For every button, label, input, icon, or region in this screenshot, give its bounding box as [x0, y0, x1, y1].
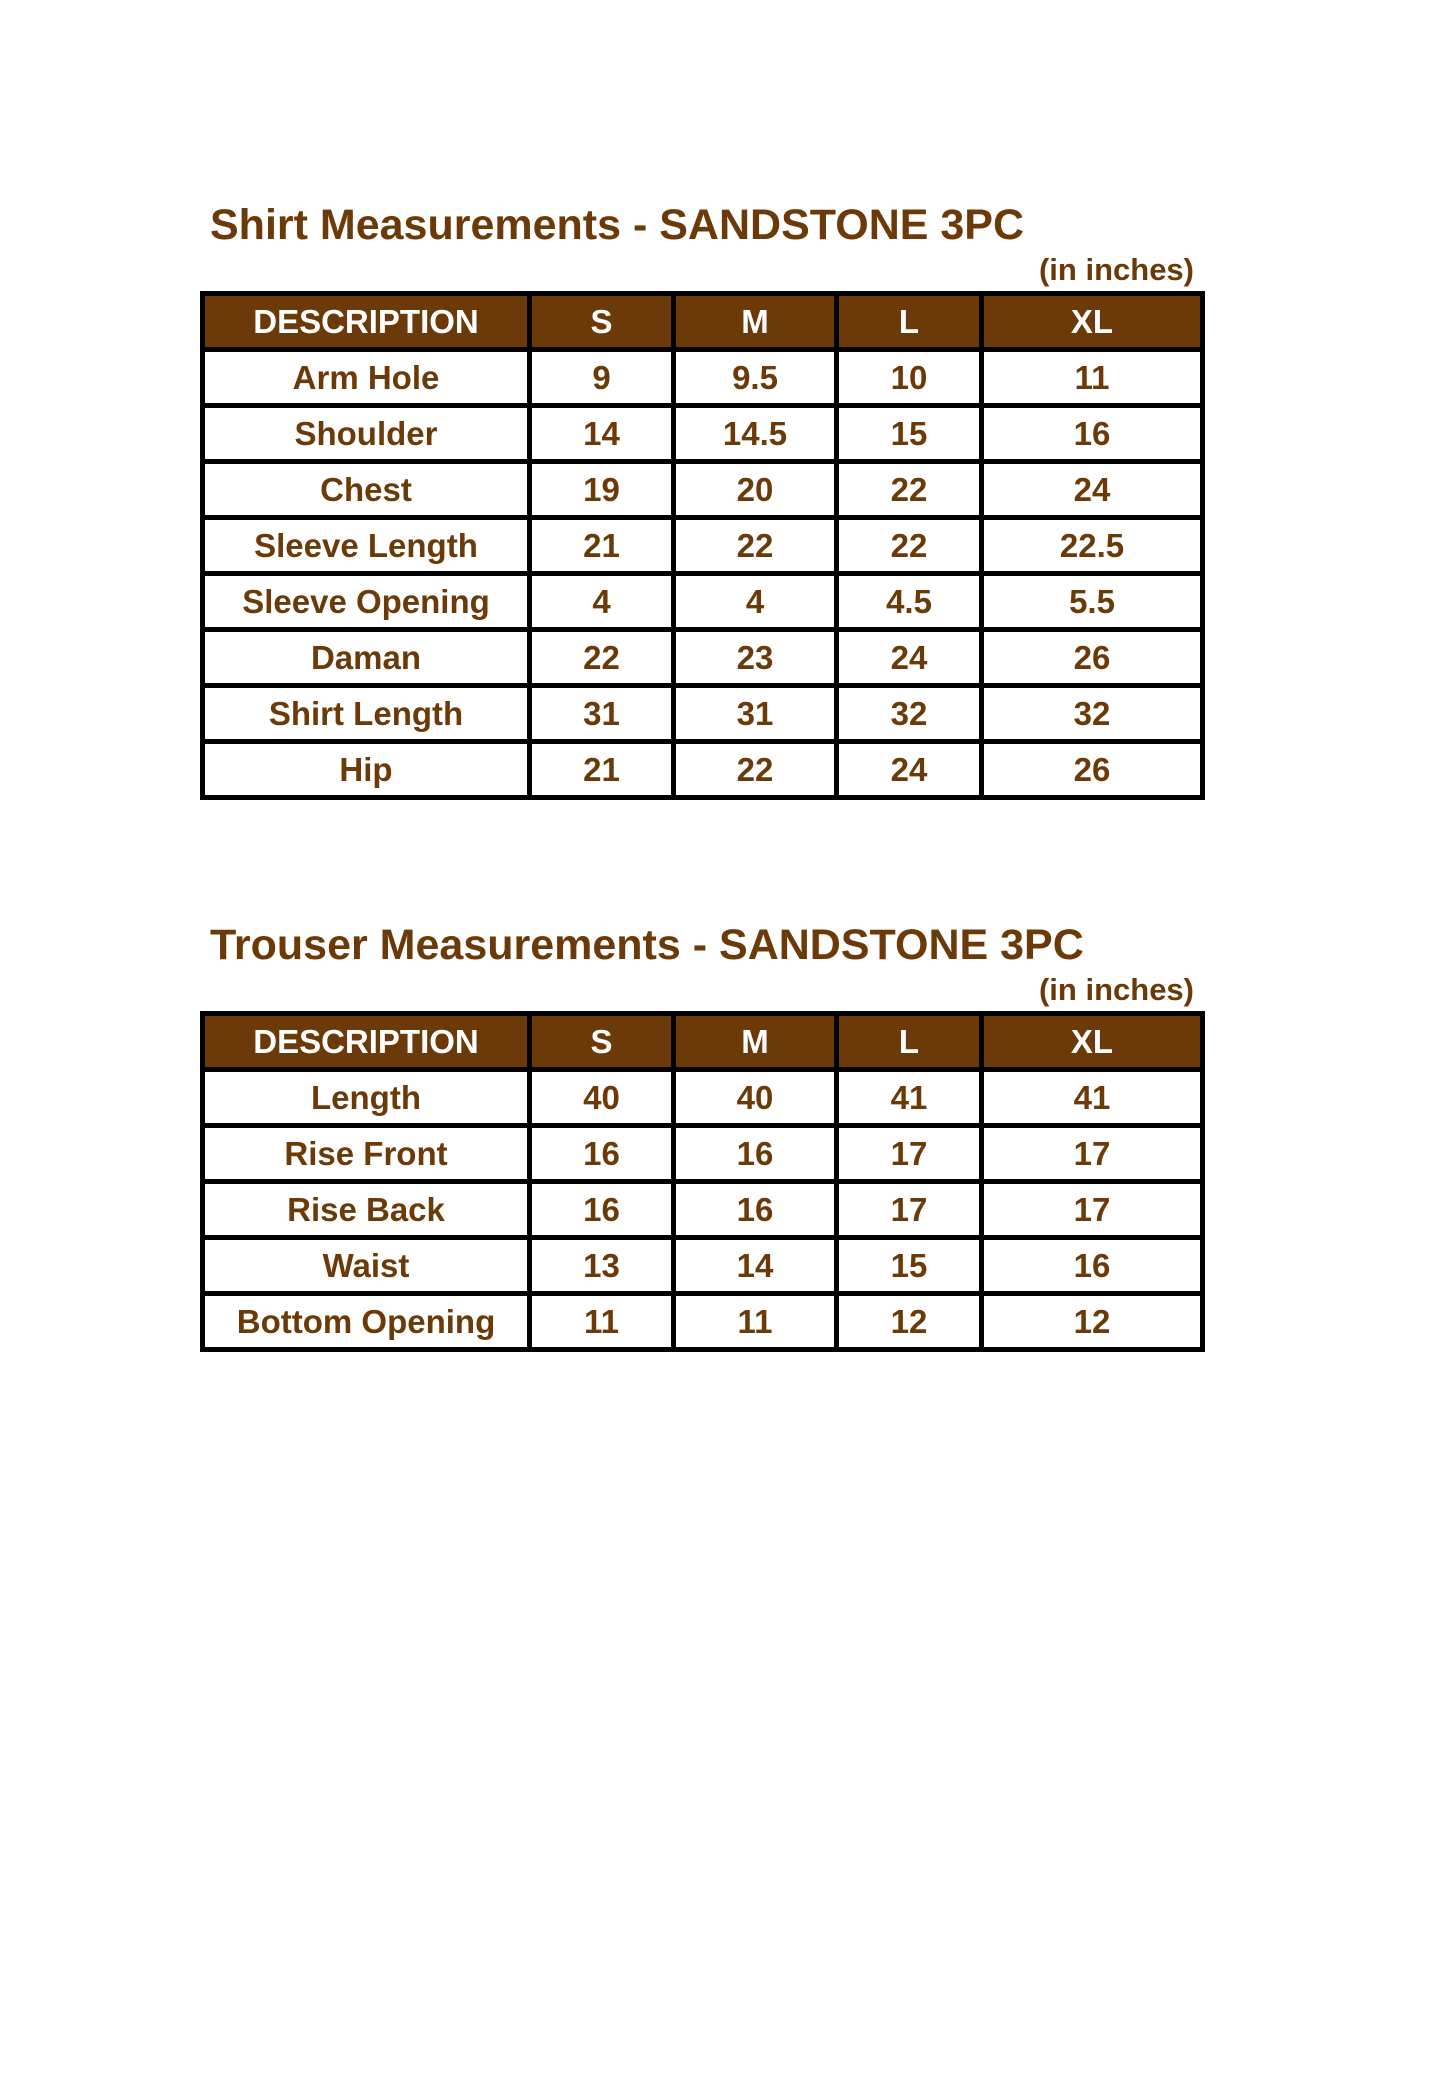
shirt-section — [200, 200, 1200, 850]
table-row — [203, 350, 1203, 406]
header-size-m: M — [674, 1014, 837, 1070]
cell-value: 21 — [530, 742, 674, 798]
header-size-s: S — [530, 1014, 674, 1070]
header-size-l: L — [837, 1014, 982, 1070]
cell-value: 31 — [530, 686, 674, 742]
cell-value: 12 — [837, 1294, 982, 1350]
header-size-m: M — [674, 294, 837, 350]
cell-value: 22.5 — [982, 518, 1203, 574]
cell-value: 16 — [674, 1182, 837, 1238]
cell-value: 4 — [530, 574, 674, 630]
shirt-title: Shirt Measurements - SANDSTONE 3PC — [210, 201, 1025, 249]
cell-value: 16 — [982, 406, 1203, 462]
cell-value: 22 — [674, 518, 837, 574]
table-row — [203, 742, 1203, 798]
table-header-row — [203, 1014, 1203, 1070]
cell-value: 5.5 — [982, 574, 1203, 630]
table-row — [203, 1238, 1203, 1294]
cell-value: 41 — [837, 1070, 982, 1126]
cell-value: 10 — [837, 350, 982, 406]
table-header-row — [203, 294, 1203, 350]
row-label: Length — [203, 1070, 530, 1126]
header-size-l: L — [837, 294, 982, 350]
shirt-unit-note: (in inches) — [1038, 252, 1194, 287]
cell-value: 23 — [674, 630, 837, 686]
row-label: Arm Hole — [203, 350, 530, 406]
table-row — [203, 1182, 1203, 1238]
table-row — [203, 686, 1203, 742]
table-row — [203, 574, 1203, 630]
table-row — [203, 462, 1203, 518]
table-row — [203, 518, 1203, 574]
header-size-s: S — [530, 294, 674, 350]
cell-value: 17 — [982, 1126, 1203, 1182]
cell-value: 15 — [837, 406, 982, 462]
row-label: Chest — [203, 462, 530, 518]
cell-value: 19 — [530, 462, 674, 518]
cell-value: 24 — [837, 630, 982, 686]
cell-value: 16 — [530, 1182, 674, 1238]
cell-value: 4 — [674, 574, 837, 630]
cell-value: 26 — [982, 630, 1203, 686]
row-label: Daman — [203, 630, 530, 686]
cell-value: 24 — [982, 462, 1203, 518]
cell-value: 12 — [982, 1294, 1203, 1350]
row-label: Sleeve Opening — [203, 574, 530, 630]
cell-value: 16 — [674, 1126, 837, 1182]
cell-value: 22 — [530, 630, 674, 686]
cell-value: 14.5 — [674, 406, 837, 462]
trouser-title: Trouser Measurements - SANDSTONE 3PC — [210, 921, 1084, 969]
cell-value: 40 — [530, 1070, 674, 1126]
cell-value: 11 — [982, 350, 1203, 406]
cell-value: 13 — [530, 1238, 674, 1294]
row-label: Sleeve Length — [203, 518, 530, 574]
table-row — [203, 1070, 1203, 1126]
cell-value: 32 — [837, 686, 982, 742]
table-row — [203, 406, 1203, 462]
header-description: DESCRIPTION — [203, 1014, 530, 1070]
cell-value: 26 — [982, 742, 1203, 798]
cell-value: 15 — [837, 1238, 982, 1294]
row-label: Shirt Length — [203, 686, 530, 742]
cell-value: 14 — [674, 1238, 837, 1294]
cell-value: 16 — [530, 1126, 674, 1182]
cell-value: 32 — [982, 686, 1203, 742]
cell-value: 22 — [837, 462, 982, 518]
trouser-section — [200, 920, 1200, 1380]
cell-value: 22 — [674, 742, 837, 798]
cell-value: 9.5 — [674, 350, 837, 406]
cell-value: 40 — [674, 1070, 837, 1126]
cell-value: 17 — [837, 1182, 982, 1238]
row-label: Shoulder — [203, 406, 530, 462]
header-size-xl: XL — [982, 1014, 1203, 1070]
shirt-size-table — [200, 291, 1205, 800]
cell-value: 17 — [982, 1182, 1203, 1238]
header-size-xl: XL — [982, 294, 1203, 350]
cell-value: 31 — [674, 686, 837, 742]
cell-value: 41 — [982, 1070, 1203, 1126]
table-row — [203, 630, 1203, 686]
row-label: Hip — [203, 742, 530, 798]
trouser-size-table — [200, 1011, 1205, 1352]
table-row — [203, 1294, 1203, 1350]
cell-value: 17 — [837, 1126, 982, 1182]
cell-value: 16 — [982, 1238, 1203, 1294]
row-label: Bottom Opening — [203, 1294, 530, 1350]
cell-value: 24 — [837, 742, 982, 798]
cell-value: 22 — [837, 518, 982, 574]
row-label: Rise Front — [203, 1126, 530, 1182]
cell-value: 4.5 — [837, 574, 982, 630]
cell-value: 21 — [530, 518, 674, 574]
cell-value: 11 — [674, 1294, 837, 1350]
cell-value: 9 — [530, 350, 674, 406]
cell-value: 20 — [674, 462, 837, 518]
row-label: Waist — [203, 1238, 530, 1294]
row-label: Rise Back — [203, 1182, 530, 1238]
trouser-unit-note: (in inches) — [1038, 972, 1194, 1007]
cell-value: 11 — [530, 1294, 674, 1350]
header-description: DESCRIPTION — [203, 294, 530, 350]
cell-value: 14 — [530, 406, 674, 462]
table-row — [203, 1126, 1203, 1182]
